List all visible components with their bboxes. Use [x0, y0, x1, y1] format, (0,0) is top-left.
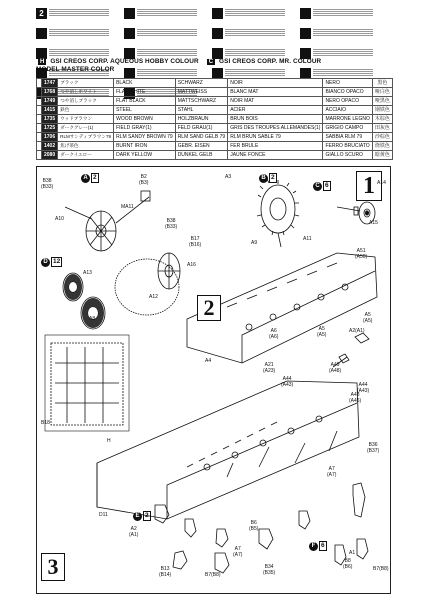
warning-text-lines: [49, 48, 109, 57]
badge-e-count: 2: [145, 512, 149, 519]
model-master-label: MODEL MASTER COLOR: [36, 66, 115, 73]
bend-caution-icon: [300, 28, 311, 39]
step-number-3: 3: [41, 553, 65, 581]
color-name-en: WOOD BROWN: [114, 115, 176, 124]
badge-b-count: 2: [271, 174, 275, 181]
part-label-b2: B2 (B3): [139, 174, 149, 186]
part-label-h: H: [107, 438, 111, 444]
badge-a-count: 2: [93, 174, 97, 181]
color-name-jp: RLMサンディブラウン79: [58, 133, 114, 142]
color-name-fr: FER BRULE: [228, 142, 323, 151]
color-code: 1725: [42, 124, 58, 133]
color-row: [37, 142, 393, 151]
color-name-it: GRIGIO CAMPO: [323, 124, 372, 133]
drill-caution-icon: [212, 28, 223, 39]
color-code: 1768: [42, 88, 58, 97]
part-label-a11: A11: [303, 236, 312, 242]
badge-d: [41, 257, 62, 267]
color-name-cn: 烧铁色: [372, 142, 392, 151]
cement-caution-icon: [212, 8, 223, 19]
badge-d-letter: D: [41, 258, 50, 267]
warning-text-lines: [137, 28, 197, 37]
h-mark: H: [40, 59, 45, 65]
color-name-de: STAHL: [175, 106, 228, 115]
color-name-jp: ダークイエロー: [58, 151, 114, 160]
badge-e: [133, 511, 151, 521]
part-label-a4: A4: [205, 358, 212, 364]
color-row: [37, 124, 393, 133]
color-row: [37, 88, 393, 97]
warning-item: [36, 8, 120, 26]
badge-a-letter: A: [81, 174, 90, 183]
part-label-a7b: A7 (A7): [233, 546, 243, 558]
part-label-a1: A1: [349, 550, 356, 556]
mr-color-label: GSI CREOS CORP. MR. COLOUR: [219, 58, 322, 65]
aqueous-label: GSI CREOS CORP. AQUEOUS HOBBY COLOUR: [50, 58, 199, 65]
color-name-de: MATTSCHWARZ: [175, 97, 228, 106]
warning-2-icon: 2: [36, 8, 47, 19]
badge-f: [309, 541, 327, 551]
color-name-cn: 田灰色: [372, 124, 392, 133]
color-name-de: FELD GRAU(1): [175, 124, 228, 133]
step-number-2: 2: [197, 295, 221, 321]
color-row: [37, 151, 393, 160]
warning-text-lines: [137, 48, 197, 57]
color-name-fr: RLM BRUN SABLE 79: [228, 133, 323, 142]
warning-text-lines: [225, 28, 285, 37]
color-name-jp: ダークグレー(1): [58, 124, 114, 133]
warning-item: [124, 28, 208, 46]
color-row: [37, 133, 393, 142]
part-label-b6: B6 (B5): [249, 520, 259, 532]
color-name-de: GEBR. EISEN: [175, 142, 228, 151]
color-code: 1402: [42, 142, 58, 151]
color-name-cn: 黑色: [372, 79, 392, 88]
color-name-en: FLAT WHITE: [114, 88, 176, 97]
warning-text-lines: [313, 48, 373, 57]
part-label-a6: A6 (A6): [269, 328, 279, 340]
color-name-en: BLACK: [114, 79, 176, 88]
knife-caution-icon: [124, 8, 135, 19]
part-label-a12: A12: [149, 294, 158, 300]
color-row: [37, 115, 393, 124]
part-label-a5: A5 (A5): [317, 326, 327, 338]
badge-f-count: 6: [321, 542, 325, 549]
part-label-a7: A7 (A7): [327, 466, 337, 478]
aqueous-label-group: [36, 58, 199, 65]
badge-c: [313, 181, 331, 191]
part-label-a49: A49 (A48): [329, 362, 342, 374]
part-label-a15: A15: [369, 220, 378, 226]
warning-text-lines: [49, 28, 109, 37]
color-name-jp: ブラック: [58, 79, 114, 88]
part-label-a9: A9: [251, 240, 258, 246]
mr-color-label-group: [205, 58, 322, 65]
warning-text-lines: [313, 28, 373, 37]
badge-f-letter: F: [309, 542, 318, 551]
part-label-a14: A14: [377, 180, 386, 186]
badge-b-letter: B: [259, 174, 268, 183]
warning-item: [36, 28, 120, 46]
color-code: 1735: [42, 115, 58, 124]
color-name-fr: GRIS DES TROUPES ALLEMANDES(1): [228, 124, 323, 133]
color-name-fr: ACIER: [228, 106, 323, 115]
part-label-b38b: B38 (B33): [165, 218, 178, 230]
c-mark: C: [208, 59, 214, 65]
assembly-diagram: [36, 166, 391, 594]
color-name-cn: 哑黑色: [372, 97, 392, 106]
badge-c-count: 6: [325, 182, 329, 189]
color-name-cn: 暗黄色: [372, 151, 392, 160]
part-label-ma11: MA11: [121, 204, 134, 210]
assembly-drawing: [37, 167, 392, 595]
part-label-b8: B8 (B6): [343, 558, 353, 570]
warning-text-lines: [49, 8, 109, 17]
warning-item: [300, 28, 384, 46]
eye-caution-icon: [300, 8, 311, 19]
color-name-jp: つや消しブラック: [58, 97, 114, 106]
color-row: [37, 97, 393, 106]
badge-d-count: 12: [53, 258, 61, 265]
warning-item: [212, 8, 296, 26]
part-label-a44: A44 (A43): [281, 376, 294, 388]
paint-header: [36, 58, 391, 73]
part-label-a16: A16: [187, 262, 196, 268]
color-name-jp: 焦げ茶色: [58, 142, 114, 151]
part-label-b17: B17 (B16): [189, 236, 202, 248]
color-row: [37, 106, 393, 115]
color-name-en: STEEL: [114, 106, 176, 115]
color-name-jp: ウッドブラウン: [58, 115, 114, 124]
part-label-a13: A13: [83, 270, 92, 276]
part-label-a44b: A44 (A43): [357, 382, 370, 394]
part-label-b38: B38 (B33): [41, 178, 54, 190]
color-code: 1706: [42, 133, 58, 142]
color-name-it: NERO OPACO: [323, 97, 372, 106]
lower-hull-outline: [97, 381, 362, 519]
color-name-en: RLM SANDY BROWN 79: [114, 133, 176, 142]
color-name-it: SABBIA RLM 79: [323, 133, 372, 142]
part-label-b13: B13 (B14): [159, 566, 172, 578]
part-label-a8: A8: [89, 316, 96, 322]
warning-item: [300, 8, 384, 26]
part-label-d11: D11: [99, 512, 108, 518]
part-label-a2: A2(A1): [349, 328, 365, 334]
color-name-cn: 哑白色: [372, 88, 392, 97]
part-label-a21: A21 (A23): [263, 362, 276, 374]
color-name-fr: NOIR MAT: [228, 97, 323, 106]
color-name-en: FIELD GRAY(1): [114, 124, 176, 133]
color-name-jp: つや消しホワイト: [58, 88, 114, 97]
color-name-it: MARRONE LEGNO: [323, 115, 372, 124]
warning-text-lines: [225, 48, 285, 57]
color-name-cn: 木棕色: [372, 115, 392, 124]
part-label-a3: A3: [225, 174, 232, 180]
color-name-cn: 钢铁色: [372, 106, 392, 115]
part-label-b7b: B7(B8): [373, 566, 389, 572]
color-code: 1747: [42, 79, 58, 88]
color-name-it: BIANCO OPACO: [323, 88, 372, 97]
color-name-de: MATTWEISS: [175, 88, 228, 97]
color-name-de: RLM SAND GELB 79: [175, 133, 228, 142]
part-label-b7: B7(B8): [205, 572, 221, 578]
warning-text-lines: [225, 8, 285, 17]
color-name-fr: BRUN BOIS: [228, 115, 323, 124]
color-name-it: GIALLO SCURO: [323, 151, 372, 160]
color-row: [37, 79, 393, 88]
color-name-de: HOLZBRAUN: [175, 115, 228, 124]
warning-item: [212, 28, 296, 46]
small-parts-caution-icon: [124, 28, 135, 39]
color-name-de: DUNKEL GELB: [175, 151, 228, 160]
part-label-a10: A10: [55, 216, 64, 222]
badge-e-letter: E: [133, 512, 142, 521]
color-name-it: FERRO BRUCIATO: [323, 142, 372, 151]
step-number-1: 1: [356, 171, 382, 201]
part-label-a5b: A5 (A5): [363, 312, 373, 324]
color-name-de: SCHWARZ: [175, 79, 228, 88]
color-code: 2080: [42, 151, 58, 160]
color-name-cn: 沙棕色: [372, 133, 392, 142]
color-code: 1415: [42, 106, 58, 115]
color-name-fr: BLANC MAT: [228, 88, 323, 97]
warning-text-lines: [313, 8, 373, 17]
color-name-en: FLAT BLACK: [114, 97, 176, 106]
part-label-b34: B34 (B35): [263, 564, 276, 576]
color-code: 1749: [42, 97, 58, 106]
warning-text-lines: [137, 8, 197, 17]
badge-b: [259, 173, 277, 183]
badge-c-letter: C: [313, 182, 322, 191]
paint-caution-icon: [36, 28, 47, 39]
warning-icons: [36, 8, 391, 48]
warning-item: [124, 8, 208, 26]
color-table: [36, 78, 393, 160]
color-name-en: BURNT IRON: [114, 142, 176, 151]
part-label-a51: A51 (A50): [355, 248, 368, 260]
part-label-a48: A48 (A45): [349, 392, 362, 404]
sprocket-wheel: [261, 185, 295, 233]
color-name-en: DARK YELLOW: [114, 151, 176, 160]
color-name-it: NERO: [323, 79, 372, 88]
part-label-a2b: A2 (A1): [129, 526, 139, 538]
part-label-b36: B36 (B37): [367, 442, 380, 454]
badge-a: [81, 173, 99, 183]
color-name-fr: JAUNE FONCE: [228, 151, 323, 160]
color-name-fr: NOIR: [228, 79, 323, 88]
color-name-it: ACCIAIO: [323, 106, 372, 115]
part-label-b18: B18: [41, 420, 50, 426]
color-name-jp: 鉄色: [58, 106, 114, 115]
